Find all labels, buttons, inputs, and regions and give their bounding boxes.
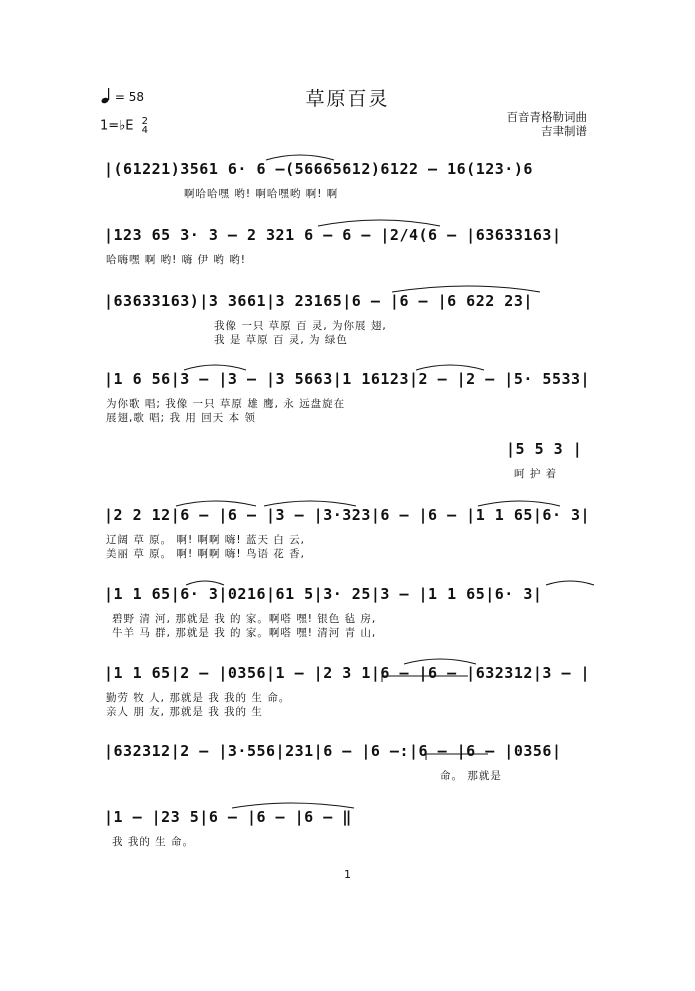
arranger: 吉聿制谱 (541, 124, 587, 138)
score-line-3: |63633163)|3 3661|3 23165|6 — |6 — |6 622 23| (104, 292, 533, 310)
lyrics-ossia: 呵 护 着 (514, 468, 558, 480)
lyrics-line-9a: 我 我的 生 命。 (112, 836, 195, 848)
lyrics-line-5a: 辽阔 草 原。 啊! 啊啊 嗨! 蓝天 白 云, (106, 534, 305, 546)
time-sig-top: 2 (141, 116, 149, 127)
lyrics-line-3b: 我 是 草原 百 灵, 为 绿色 (214, 334, 348, 346)
slur (546, 581, 594, 585)
lyrics-line-8a: 命。 那就是 (440, 770, 502, 782)
score-line-1: |(61221)3561 6· 6 —(56665612)6122 — 16(123·)6 (104, 160, 533, 178)
score-line-5: |2 2 12|6 — |6 — |3 — |3·323|6 — |6 — |1 1 65|6· 3| (104, 506, 591, 524)
lyrics-line-1a: 啊哈哈嘿 哟! 啊哈嘿哟 啊! 啊 (184, 188, 339, 200)
time-signature (142, 117, 148, 135)
key-signature (100, 117, 148, 135)
page-title: 草原百灵 (305, 88, 390, 110)
credits (507, 110, 588, 138)
lyrics-line-7b: 亲人 朋 友, 那就是 我 我的 生 (106, 706, 263, 718)
score-line-6: |1 1 65|6· 3|0216|61 5|3· 25|3 — |1 1 65|6· 3| (104, 585, 543, 603)
time-sig-bottom: 4 (141, 125, 149, 136)
score-line-8: |632312|2 — |3·556|231|6 — |6 —:|6 — |6 — |0356| (104, 742, 562, 760)
lyrics-line-6b: 牛羊 马 群, 那就是 我 的 家。啊嗒 嘿! 清河 青 山, (112, 627, 377, 639)
lyrics-line-4a: 为你歌 唱; 我像 一只 草原 雄 鹰, 永 远盘旋在 (106, 398, 346, 410)
lyrics-line-3a: 我像 一只 草原 百 灵, 为你展 翅, (214, 320, 387, 332)
lyrics-line-5b: 美丽 草 原。 啊! 啊啊 嗨! 鸟语 花 香, (106, 548, 305, 560)
score-line-9: |1 — |23 5|6 — |6 — |6 — ‖ (104, 808, 352, 826)
lyrics-line-4b: 展翅,歌 唱; 我 用 回天 本 领 (106, 412, 256, 424)
key-label: 1=♭E (100, 118, 134, 134)
score-line-7: |1 1 65|2 — |0356|1 — |2 3 1|6 — |6 — |632312|3 — | (104, 664, 591, 682)
lyrics-line-6a: 碧野 清 河, 那就是 我 的 家。啊嗒 嘿! 银色 毡 房, (112, 613, 377, 625)
score-line-4: |1 6 56|3 — |3 — |3 5663|1 16123|2 — |2 — |5· 5533| (104, 370, 591, 388)
lyrics-composer: 百音青格勒词曲 (506, 110, 587, 124)
lyrics-line-2a: 哈嗨嘿 啊 哟! 嗨 伊 哟 哟! (106, 254, 246, 266)
score-line-2: |123 65 3· 3 — 2 321 6 — 6 — |2/4(6 — |63633163| (104, 226, 562, 244)
lyrics-line-7a: 勤劳 牧 人, 那就是 我 我的 生 命。 (106, 692, 291, 704)
tempo-value: = 58 (114, 90, 144, 104)
page-number: 1 (344, 868, 351, 881)
score-ossia: |5 5 3 | (506, 440, 583, 458)
